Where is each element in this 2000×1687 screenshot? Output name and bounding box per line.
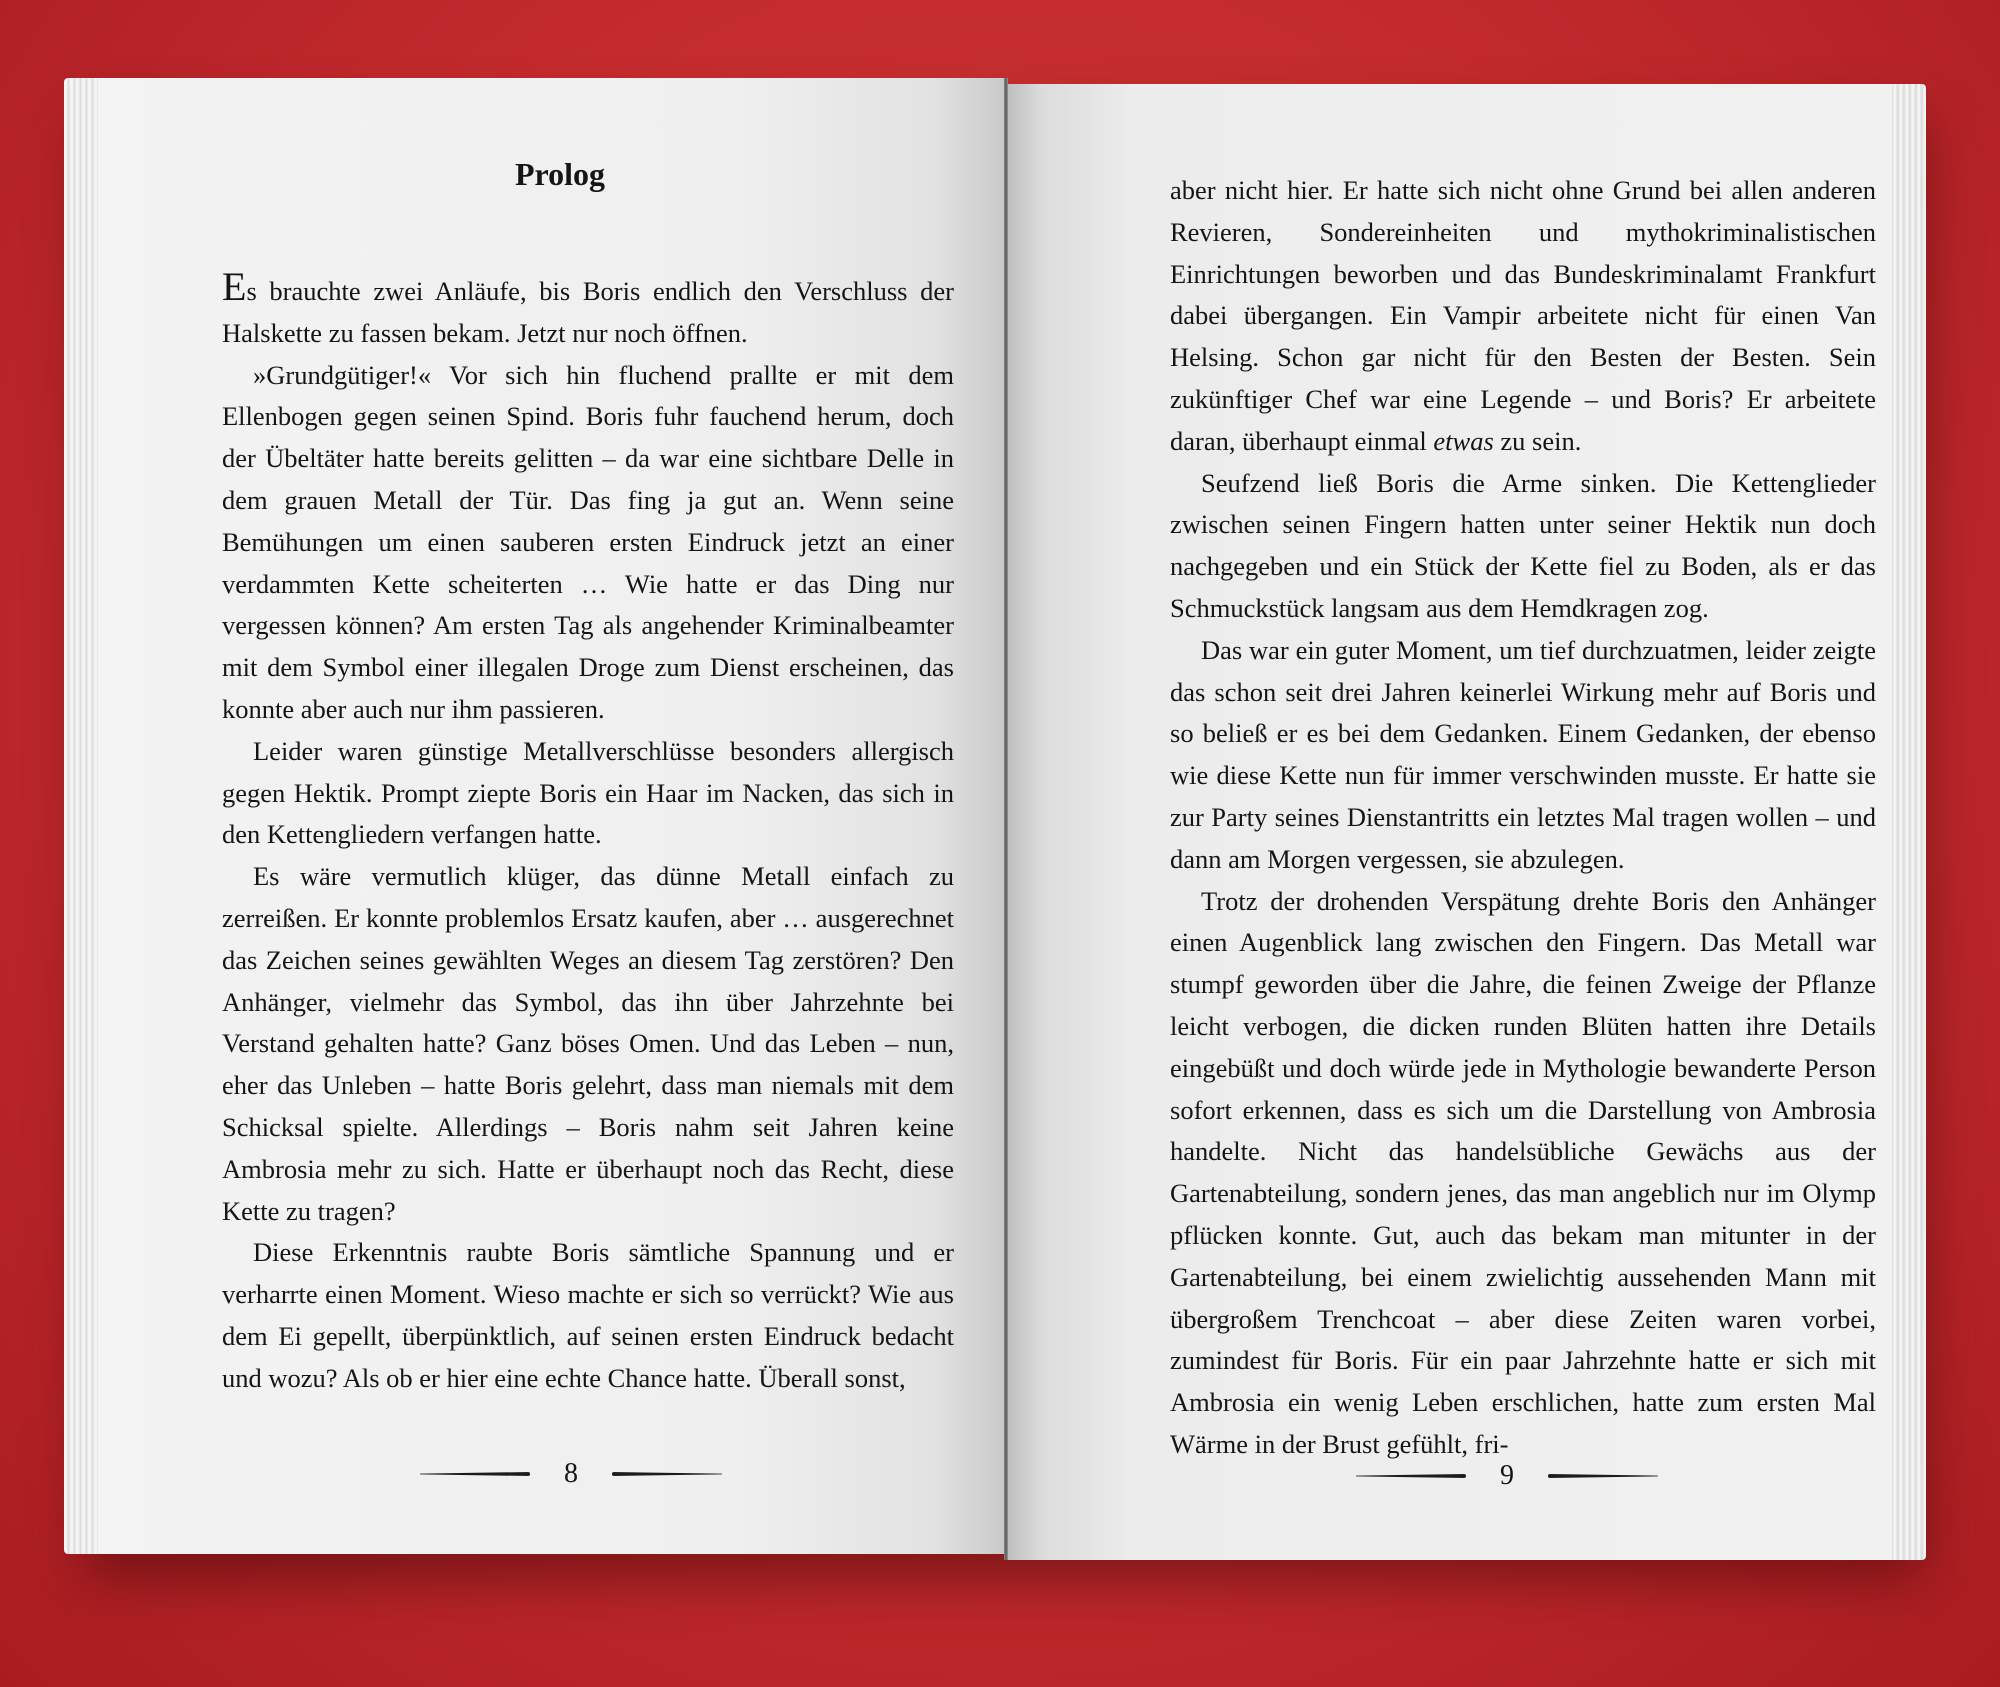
paragraph: »Grundgütiger!« Vor sich hin fluchend prallte er mit dem Ellenbogen gegen seinen Spind. Boris fuhr fauchend herum, doch der Übeltäter hatte bereits gelitten – da war eine sichtbare Delle in dem grauen Metall der Tür. Das fing ja gut an. Wenn seine Bemühungen um einen sauberen ersten Eindruck jetzt an einer verdammten Kette scheiterten … Wie hatte er das Ding nur vergessen können? Am ersten Tag als angehender Kriminalbeamter mit dem Symbol einer illegalen Droge zum Dienst erscheinen, das konnte aber auch nur ihm passieren. xyxy=(222,359,954,724)
page-number: 9 xyxy=(1500,1460,1514,1491)
page-number: 8 xyxy=(564,1458,578,1489)
paragraph xyxy=(222,264,954,355)
open-book xyxy=(64,78,1926,1558)
page-footer-right xyxy=(1356,1460,1658,1492)
paragraph-text: aber nicht hier. Er hatte sich nicht ohne Grund bei allen anderen Revieren, Sondereinheiten und mythokriminalistischen Einrichtungen beworben und das Bundeskriminalamt Frankfurt dabei übergangen. Ein Vampir arbeitete nicht für einen Van Helsing. Schon gar nicht für den Besten der Besten. Sein zukünftiger Chef war eine Legende – und Boris? Er arbeitete daran, überhaupt einmal xyxy=(1170,175,1876,456)
paragraph: Seufzend ließ Boris die Arme sinken. Die Kettenglieder zwischen seinen Fingern hatten unter seiner Hektik nun doch nachgegeben und ein Stück der Kette fiel zu Boden, als er das Schmuckstück langsam aus dem Hemdkragen zog. xyxy=(1170,467,1876,623)
emphasized-word: etwas xyxy=(1433,425,1494,456)
paragraph: Es wäre vermutlich klüger, das dünne Metall einfach zu zerreißen. Er konnte problemlos Ersatz kaufen, aber … ausgerechnet das Zeichen seines gewählten Weges an diesem Tag zerstören? Den Anhänger, vielmehr das Symbol, das ihn über Jahrzehnte bei Verstand gehalten hatte? Ganz böses Omen. Und das Leben – nun, eher das Unleben – hatte Boris gelehrt, dass man niemals mit dem Schicksal spielte. Allerdings – Boris nahm seit Jahren keine Ambrosia mehr zu sich. Hatte er überhaupt noch das Recht, diese Kette zu tragen? xyxy=(222,861,954,1226)
left-page xyxy=(98,78,1006,1554)
paragraph-text: zu sein. xyxy=(1493,425,1582,456)
right-page xyxy=(1006,84,1892,1560)
paragraph: Trotz der drohenden Verspätung drehte Boris den Anhänger einen Augenblick lang zwischen den Fingern. Das Metall war stumpf geworden über die Jahre, die feinen Zweige der Pflanze leicht verbogen, die dicken runden Blüten hatten ihre Details eingebüßt und doch würde jede in Mythologie bewanderte Person sofort erkennen, dass es sich um die Darstellung von Ambrosia handelte. Nicht das handelsübliche Gewächs aus der Gartenabteilung, sondern jenes, das man angeblich nur im Olymp pflücken konnte. Gut, auch das bekam man mitunter in der Gartenabteilung, bei einem zwielichtig aussehenden Mann mit übergroßem Trenchcoat – aber diese Zeiten waren vorbei, zumindest für Boris. Für ein paar Jahrzehnte hatte er sich mit Ambrosia ein wenig Leben erschlichen, hatte zum ersten Mal Wärme in der Brust gefühlt, fri- xyxy=(1170,885,1876,1459)
book-gutter xyxy=(1004,78,1008,1560)
left-page-text xyxy=(222,264,954,1400)
footer-rule xyxy=(420,1472,530,1476)
footer-rule xyxy=(612,1472,722,1476)
paragraph-text: s brauchte zwei Anläufe, bis Boris endlich den Verschluss der Halskette zu fassen bekam. Jetzt nur noch öffnen. xyxy=(222,276,954,348)
right-page-text xyxy=(1170,170,1876,1466)
paragraph: Das war ein guter Moment, um tief durchzuatmen, leider zeigte das schon seit drei Jahren keinerlei Wirkung mehr auf Boris und so beließ er es bei dem Gedanken. Einem Gedanken, der ebenso wie diese Kette nun für immer verschwinden musste. Er hatte sie zur Party seines Dienstantritts ein letztes Mal tragen wollen – und dann am Morgen vergessen, sie abzulegen. xyxy=(1170,634,1876,874)
footer-rule xyxy=(1356,1474,1466,1478)
paragraph xyxy=(1170,170,1876,463)
chapter-title: Prolog xyxy=(514,156,606,192)
drop-cap: E xyxy=(222,264,247,309)
footer-rule xyxy=(1548,1474,1658,1478)
paragraph: Diese Erkenntnis raubte Boris sämtliche Spannung und er verharrte einen Moment. Wieso machte er sich so verrückt? Wie aus dem Ei gepellt, überpünktlich, auf seinen ersten Eindruck bedacht und wozu? Als ob er hier eine echte Chance hatte. Überall sonst, xyxy=(222,1237,954,1393)
paragraph: Leider waren günstige Metallverschlüsse besonders allergisch gegen Hektik. Prompt ziepte Boris ein Haar im Nacken, das sich in den Kettengliedern verfangen hatte. xyxy=(222,735,954,850)
page-footer-left xyxy=(420,1458,722,1490)
